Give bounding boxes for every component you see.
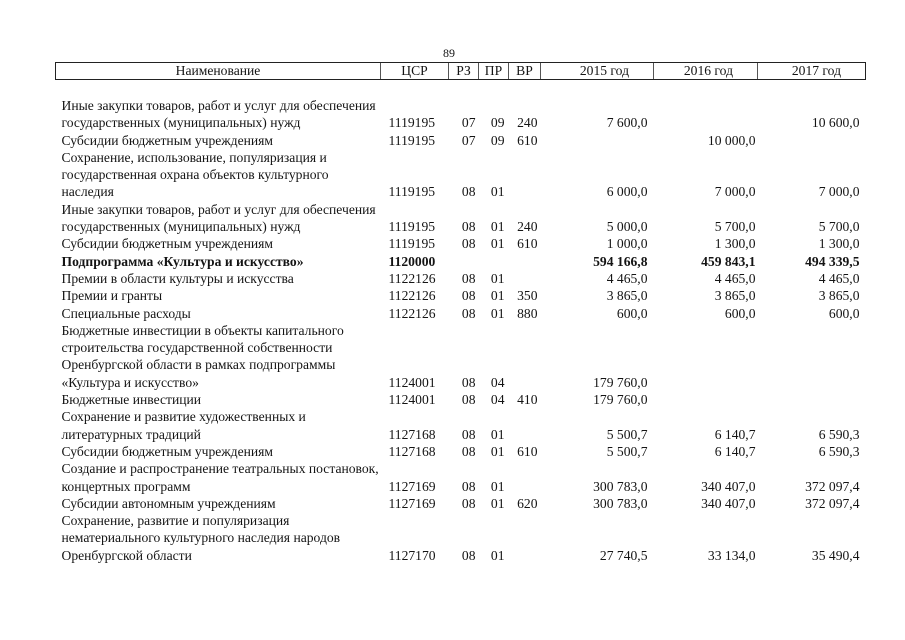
row-2016: 340 407,0	[701, 495, 756, 511]
header-vr: ВР	[509, 63, 541, 80]
row-csr: 1122126	[388, 305, 436, 321]
row-name: Иные закупки товаров, работ и услуг для обеспечения государственных (муниципальных) нужд	[61, 201, 376, 235]
row-pr: 01	[490, 270, 505, 286]
header-2016: 2016 год	[654, 63, 758, 80]
row-name: Субсидии бюджетным учреждениям	[61, 132, 274, 148]
row-csr: 1127170	[388, 547, 436, 563]
header-2015: 2015 год	[541, 63, 654, 80]
row-pr: 01	[490, 443, 505, 459]
row-name: Субсидии бюджетным учреждениям	[61, 443, 274, 459]
row-2015: 594 166,8	[593, 253, 648, 269]
row-2015: 6 000,0	[606, 184, 648, 200]
row-2015: 179 760,0	[593, 374, 648, 390]
row-name: Специальные расходы	[61, 305, 191, 321]
table-row	[56, 287, 866, 304]
row-rz: 08	[461, 236, 476, 252]
row-2015: 1 000,0	[606, 236, 648, 252]
row-pr: 01	[490, 219, 505, 235]
row-2016	[654, 391, 758, 408]
row-pr: 04	[490, 374, 505, 390]
row-2017: 6 590,3	[818, 426, 860, 442]
row-2016: 33 134,0	[707, 547, 756, 563]
row-2015	[541, 132, 654, 149]
row-csr: 1127168	[388, 443, 436, 459]
row-2016	[654, 97, 758, 132]
row-vr: 880	[517, 305, 538, 321]
table-row	[56, 201, 866, 236]
row-vr	[509, 512, 541, 564]
row-vr	[509, 149, 541, 201]
row-csr: 1127169	[388, 478, 436, 494]
table-row	[56, 253, 866, 270]
row-pr: 04	[490, 392, 505, 408]
row-csr: 1119195	[388, 184, 436, 200]
row-vr	[509, 460, 541, 495]
row-2016: 7 000,0	[714, 184, 756, 200]
row-name: Бюджетные инвестиции в объекты капитального строительства государственной собственности Оренбургской области в рамках подпрограммы «Культура и искусство»	[61, 322, 344, 390]
header-name: Наименование	[56, 63, 381, 80]
row-pr	[479, 253, 509, 270]
table-row	[56, 235, 866, 252]
page-number: 89	[443, 46, 455, 60]
table-row	[56, 97, 866, 132]
row-name: Субсидии автономным учреждениям	[61, 495, 276, 511]
table-row	[56, 460, 866, 495]
row-pr: 01	[490, 547, 505, 563]
row-2015: 3 865,0	[606, 288, 648, 304]
row-csr: 1127169	[388, 495, 436, 511]
row-2016: 5 700,0	[714, 219, 756, 235]
row-name: Премии в области культуры и искусства	[61, 270, 294, 286]
row-2016: 6 140,7	[714, 443, 756, 459]
row-rz: 07	[461, 132, 476, 148]
row-2016: 10 000,0	[707, 132, 756, 148]
row-2015: 5 500,7	[606, 443, 648, 459]
row-2017: 5 700,0	[818, 219, 860, 235]
table-row	[56, 132, 866, 149]
row-2017: 6 590,3	[818, 443, 860, 459]
table-row	[56, 270, 866, 287]
row-csr: 1119195	[388, 236, 436, 252]
row-name: Подпрограмма «Культура и искусство»	[61, 253, 304, 269]
row-name: Сохранение, использование, популяризация и государственная охрана объектов культурного наследия	[61, 149, 329, 200]
header-csr: ЦСР	[381, 63, 449, 80]
row-2015: 300 783,0	[593, 495, 648, 511]
row-2015: 7 600,0	[606, 115, 648, 131]
table-row	[56, 512, 866, 564]
row-2016: 4 465,0	[714, 270, 756, 286]
row-2017: 3 865,0	[818, 288, 860, 304]
table-row	[56, 495, 866, 512]
row-vr: 240	[517, 219, 538, 235]
header-rz: РЗ	[449, 63, 479, 80]
row-rz: 08	[461, 184, 476, 200]
row-2017	[758, 132, 866, 149]
row-vr: 610	[517, 236, 538, 252]
row-pr: 01	[490, 426, 505, 442]
spacer-row	[56, 80, 866, 98]
budget-table	[55, 62, 866, 564]
row-2017: 494 339,5	[805, 253, 860, 269]
row-name: Создание и распространение театральных постановок, концертных программ	[61, 461, 379, 494]
row-csr: 1124001	[388, 374, 436, 390]
row-vr	[509, 408, 541, 443]
row-pr: 01	[490, 288, 505, 304]
row-vr	[509, 253, 541, 270]
row-rz: 08	[461, 495, 476, 511]
row-vr: 610	[517, 443, 538, 459]
row-name: Бюджетные инвестиции	[61, 392, 202, 408]
table-row	[56, 408, 866, 443]
row-pr: 01	[490, 184, 505, 200]
row-pr: 01	[490, 236, 505, 252]
row-name: Премии и гранты	[61, 288, 163, 304]
row-rz	[449, 253, 479, 270]
row-2017: 35 490,4	[811, 547, 860, 563]
row-csr: 1127168	[388, 426, 436, 442]
row-csr: 1122126	[388, 288, 436, 304]
table-header-row	[56, 63, 866, 80]
row-rz: 08	[461, 270, 476, 286]
row-2017	[758, 391, 866, 408]
row-name: Субсидии бюджетным учреждениям	[61, 236, 274, 252]
row-2017: 1 300,0	[818, 236, 860, 252]
table-row	[56, 322, 866, 391]
row-pr: 01	[490, 495, 505, 511]
row-rz: 08	[461, 374, 476, 390]
row-2015: 5 000,0	[606, 219, 648, 235]
row-2017: 7 000,0	[818, 184, 860, 200]
row-rz: 08	[461, 426, 476, 442]
row-rz: 08	[461, 219, 476, 235]
row-rz: 08	[461, 392, 476, 408]
row-csr: 1119195	[388, 132, 436, 148]
row-csr: 1122126	[388, 270, 436, 286]
row-pr: 09	[490, 132, 505, 148]
row-vr: 410	[517, 392, 538, 408]
row-name: Сохранение и развитие художественных и литературных традиций	[61, 409, 306, 442]
row-2016: 600,0	[724, 305, 756, 321]
row-vr	[509, 322, 541, 391]
row-2015: 5 500,7	[606, 426, 648, 442]
row-csr: 1120000	[388, 253, 436, 269]
row-rz: 08	[461, 478, 476, 494]
row-2017: 372 097,4	[805, 495, 860, 511]
row-2015: 179 760,0	[593, 392, 648, 408]
row-csr: 1119195	[388, 219, 436, 235]
row-csr: 1119195	[388, 115, 436, 131]
row-pr: 01	[490, 305, 505, 321]
row-vr: 610	[517, 132, 538, 148]
row-2015: 300 783,0	[593, 478, 648, 494]
table-row	[56, 149, 866, 201]
table-row	[56, 443, 866, 460]
row-2017	[758, 322, 866, 391]
row-2015: 27 740,5	[599, 547, 648, 563]
row-csr: 1124001	[388, 392, 436, 408]
row-2016: 459 843,1	[701, 253, 756, 269]
row-2017: 4 465,0	[818, 270, 860, 286]
row-rz: 08	[461, 547, 476, 563]
row-rz: 08	[461, 288, 476, 304]
row-2016	[654, 322, 758, 391]
row-rz: 07	[461, 115, 476, 131]
row-vr	[509, 270, 541, 287]
row-vr: 350	[517, 288, 538, 304]
row-2017: 600,0	[828, 305, 860, 321]
row-pr: 01	[490, 478, 505, 494]
row-2016: 1 300,0	[714, 236, 756, 252]
table-row	[56, 391, 866, 408]
table-body	[56, 97, 866, 564]
row-pr: 09	[490, 115, 505, 131]
row-rz: 08	[461, 443, 476, 459]
row-2016: 340 407,0	[701, 478, 756, 494]
row-2016: 6 140,7	[714, 426, 756, 442]
row-rz: 08	[461, 305, 476, 321]
row-2017: 372 097,4	[805, 478, 860, 494]
table-row	[56, 305, 866, 322]
header-pr: ПР	[479, 63, 509, 80]
row-name: Иные закупки товаров, работ и услуг для обеспечения государственных (муниципальных) нужд	[61, 98, 376, 131]
row-2015: 600,0	[616, 305, 648, 321]
row-2015: 4 465,0	[606, 270, 648, 286]
header-2017: 2017 год	[758, 63, 866, 80]
row-2016: 3 865,0	[714, 288, 756, 304]
row-vr: 620	[517, 495, 538, 511]
row-name: Сохранение, развитие и популяризация нематериального культурного наследия народов Оренбургской области	[61, 513, 341, 563]
row-vr: 240	[517, 115, 538, 131]
row-2017: 10 600,0	[811, 115, 860, 131]
